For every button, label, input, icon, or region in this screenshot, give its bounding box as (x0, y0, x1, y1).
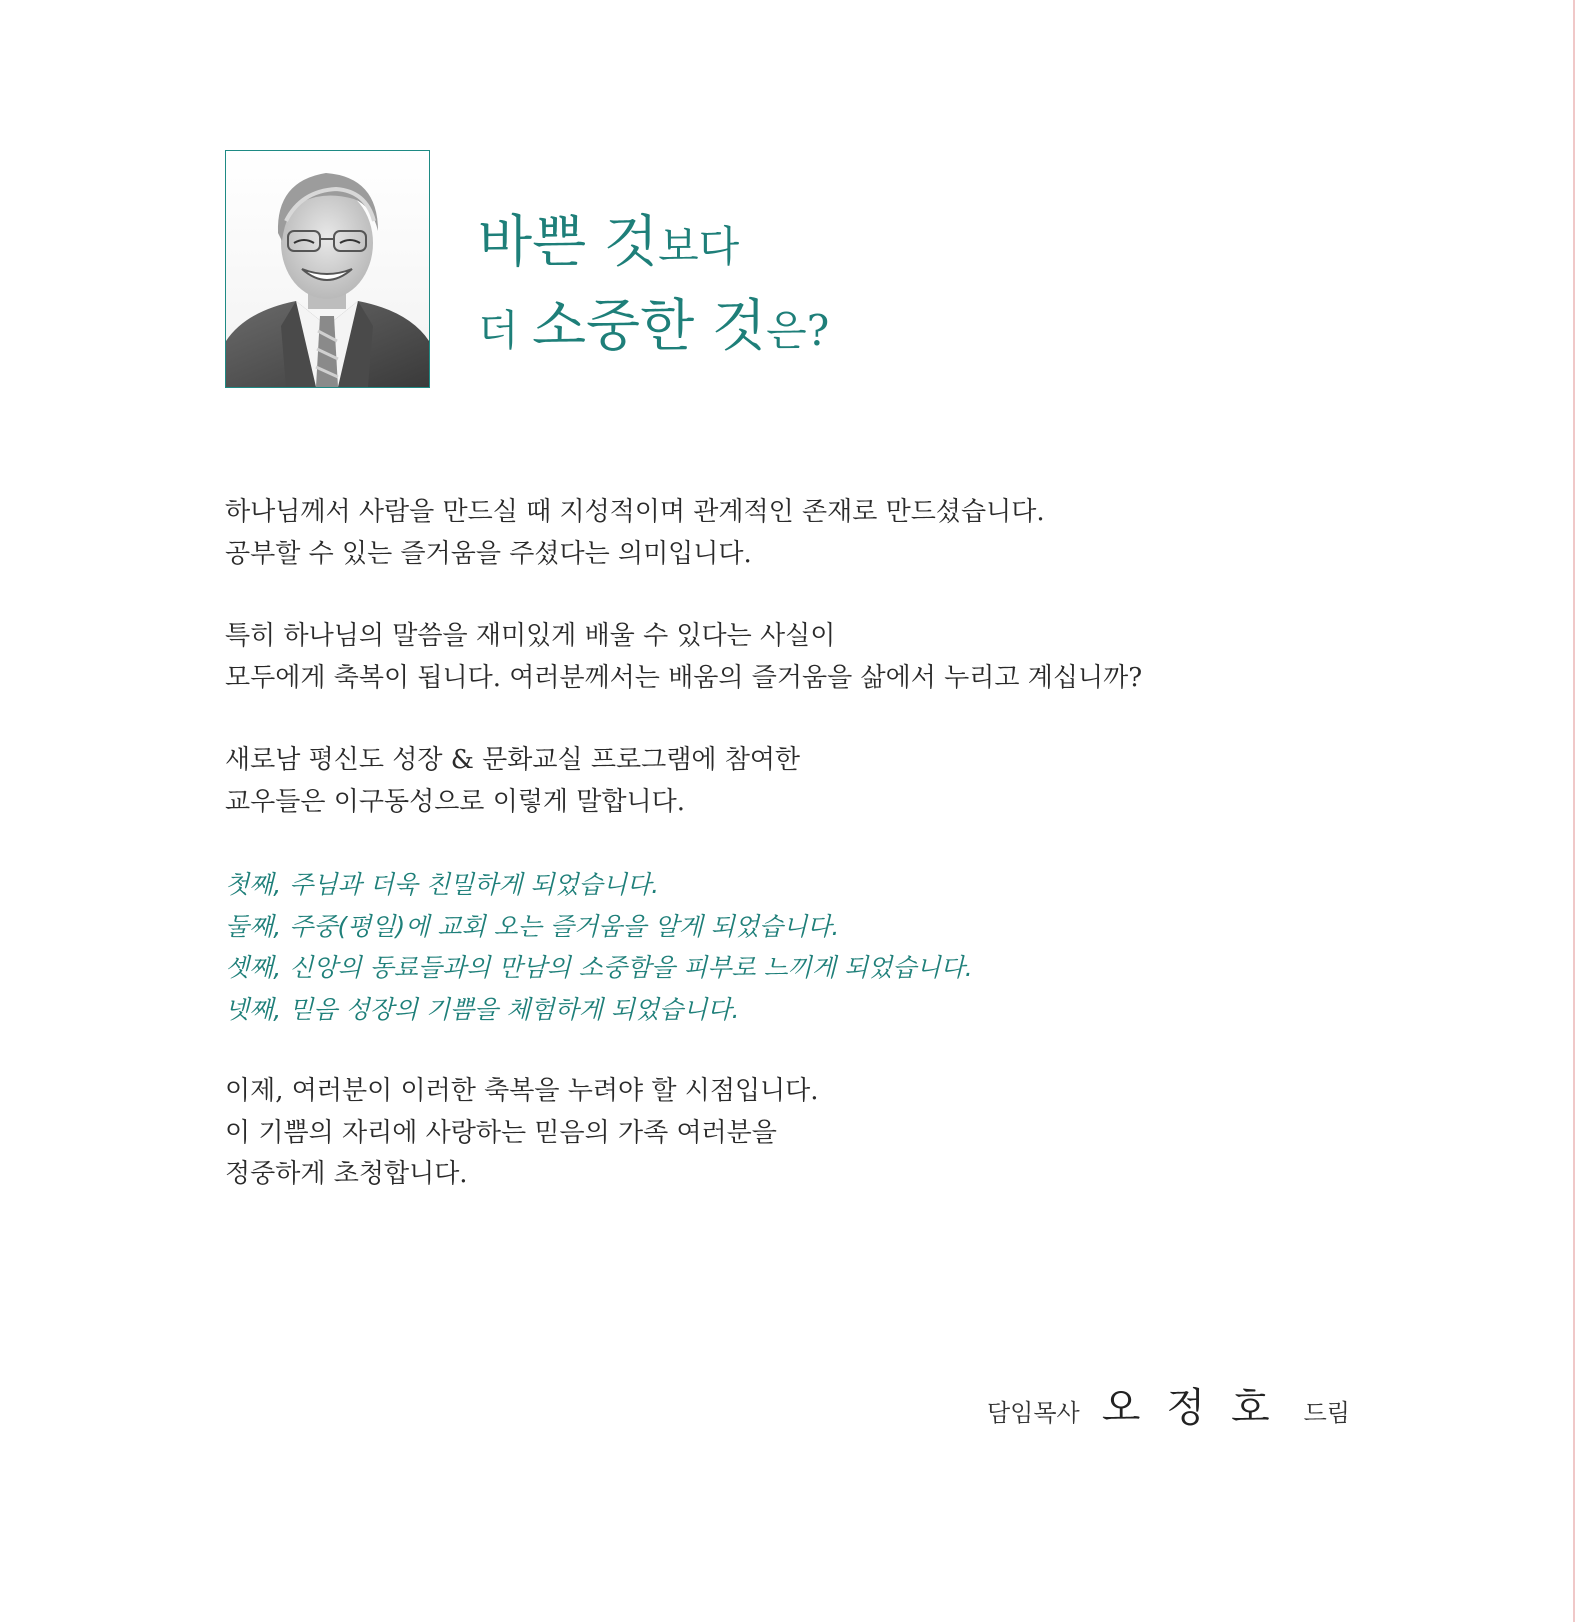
title-part: 은? (766, 306, 830, 355)
paragraph-line: 모두에게 축복이 됩니다. 여러분께서는 배움의 즐거움을 삶에서 누리고 계십니까? (225, 662, 1143, 693)
paragraph-program (225, 740, 1325, 823)
portrait-illustration (226, 151, 429, 387)
title-line-2 (478, 294, 830, 359)
paragraph-testimonies (225, 864, 1325, 1030)
signature-name: 오정호 (1101, 1385, 1296, 1431)
paragraph-line: 하나님께서 사람을 만드실 때 지성적이며 관계적인 존재로 만드셨습니다. (225, 497, 1045, 527)
testimony-line: 셋째, 신앙의 동료들과의 만남의 소중함을 피부로 느끼게 되었습니다. (225, 953, 973, 982)
page-title (478, 210, 830, 359)
title-line-1 (478, 210, 829, 299)
paragraph-intro (225, 492, 1325, 575)
paragraph-line: 이제, 여러분이 이러한 축복을 누려야 할 시점입니다. (225, 1076, 819, 1106)
paragraph-line: 교우들은 이구동성으로 이렇게 말합니다. (225, 786, 686, 817)
title-part: 더 (478, 306, 532, 355)
title-part: 소중한 것 (531, 294, 767, 359)
testimony-line: 둘째, 주중(평일)에 교회 오는 즐거움을 알게 되었습니다. (225, 911, 840, 941)
signature-suffix: 드림 (1303, 1399, 1350, 1427)
paragraph-line: 이 기쁨의 자리에 사랑하는 믿음의 가족 여러분을 (225, 1117, 777, 1148)
testimony-line: 첫째, 주님과 더욱 친밀하게 되었습니다. (225, 870, 660, 899)
testimony-line: 넷째, 믿음 성장의 기쁨을 체험하게 되었습니다. (225, 994, 740, 1024)
signature-role: 담임목사 (986, 1399, 1080, 1427)
paragraph-line: 정중하게 초청합니다. (225, 1159, 468, 1189)
signature (987, 1376, 1350, 1433)
paragraph-invitation (225, 1071, 1325, 1196)
paragraph-line: 특히 하나님의 말씀을 재미있게 배울 수 있다는 사실이 (225, 621, 836, 651)
letter-body (225, 492, 1325, 1237)
paragraph-blessing (225, 616, 1325, 699)
title-part: 바쁜 것 (478, 210, 659, 275)
paragraph-line: 새로남 평신도 성장 & 문화교실 프로그램에 참여한 (225, 745, 801, 775)
paragraph-line: 공부할 수 있는 즐거움을 주셨다는 의미입니다. (225, 538, 752, 569)
title-part: 보다 (658, 222, 740, 271)
pastor-portrait-photo (225, 150, 430, 388)
